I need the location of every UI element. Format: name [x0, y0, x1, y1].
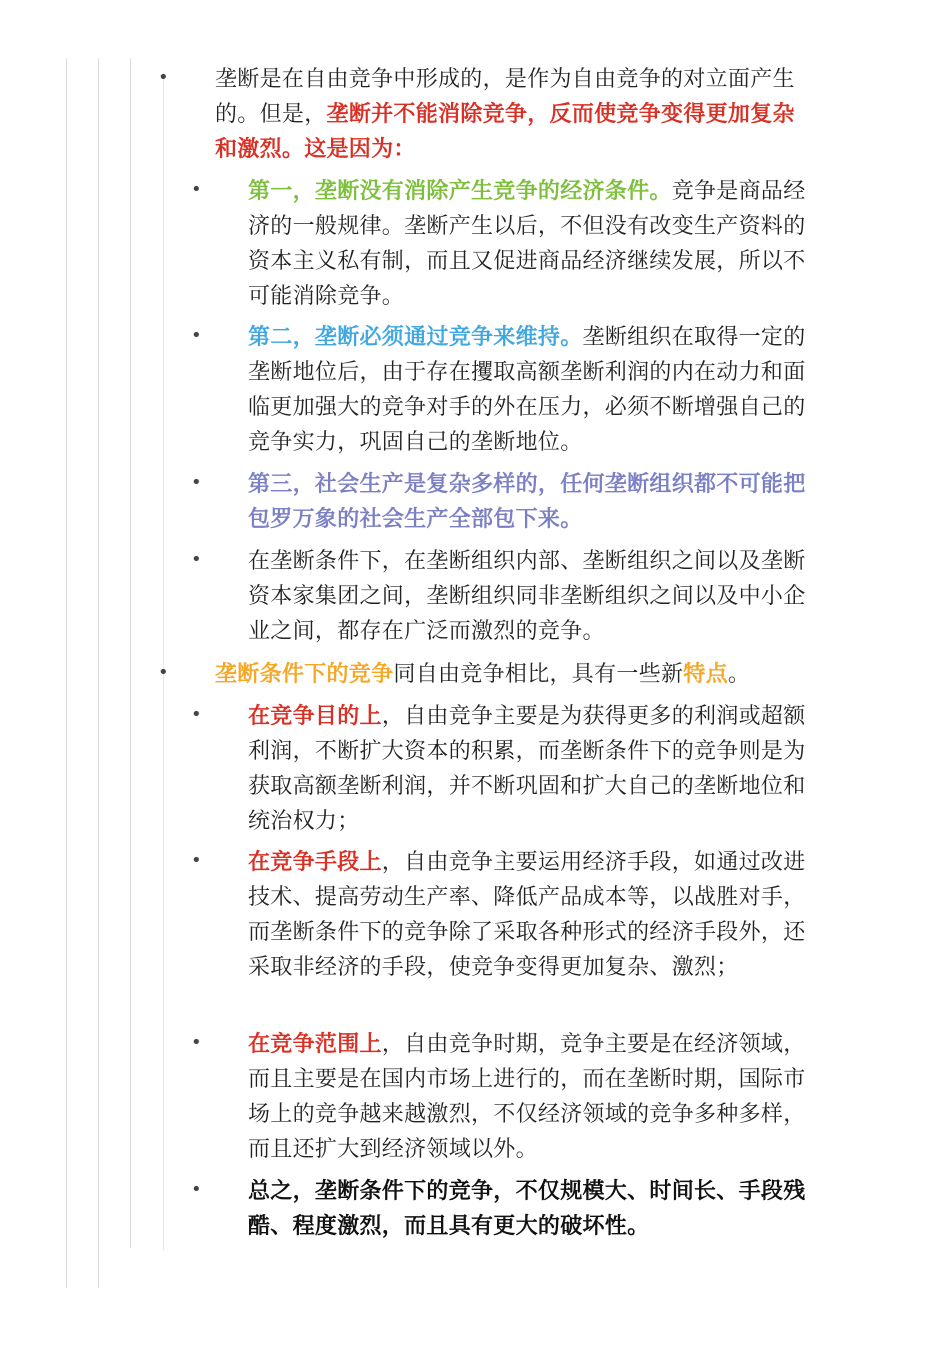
list-item — [248, 1027, 808, 1167]
text: 同自由竞争相比，具有一些新 — [393, 662, 684, 687]
indent-guide — [98, 58, 99, 1288]
bullet-icon: • — [191, 704, 202, 725]
list-item — [248, 544, 808, 649]
text: ，自由竞争时期，竞争主要是在经济领域，而且主要是在国内市场上进行的，而在垄断时期，国际市场上的竞争越来越激烈，不仅经济领域的竞争多种多样，而且还扩大到经济领域以外。 — [248, 1032, 806, 1162]
indent-guide — [66, 58, 67, 1288]
bullet-icon: • — [191, 1179, 202, 1200]
list-item — [248, 845, 808, 985]
highlight-text: 在竞争手段上 — [248, 850, 382, 875]
highlight-text: 第三，社会生产是复杂多样的，任何垄断组织都不可能把包罗万象的社会生产全部包下来。 — [248, 472, 806, 532]
text: 在垄断条件下，在垄断组织内部、垄断组织之间以及垄断资本家集团之间，垄断组织同非垄断组织之间以及中小企业之间，都存在广泛而激烈的竞争。 — [248, 549, 806, 644]
highlight-text: 总之，垄断条件下的竞争，不仅规模大、时间长、手段残酷、程度激烈，而且具有更大的破坏性。 — [248, 1179, 806, 1239]
bullet-icon: • — [191, 850, 202, 871]
highlight-text: 在竞争目的上 — [248, 704, 382, 729]
highlight-text: 第二，垄断必须通过竞争来维持。 — [248, 325, 583, 350]
text: ，自由竞争主要是为获得更多的利润或超额利润，不断扩大资本的积累，而垄断条件下的竞争则是为获取高额垄断利润，并不断巩固和扩大自己的垄断地位和统治权力； — [248, 704, 806, 834]
bullet-icon: • — [191, 325, 202, 346]
bullet-icon: • — [191, 1032, 202, 1053]
list-item — [248, 699, 808, 839]
highlight-text: 在竞争范围上 — [248, 1032, 382, 1057]
text: 垄断组织在取得一定的垄断地位后，由于存在攫取高额垄断利润的内在动力和面临更加强大的竞争对手的外在压力，必须不断增强自己的竞争实力，巩固自己的垄断地位。 — [248, 325, 806, 455]
text: ，自由竞争主要运用经济手段，如通过改进技术、提高劳动生产率、降低产品成本等，以战胜对手，而垄断条件下的竞争除了采取各种形式的经济手段外，还采取非经济的手段，使竞争变得更加复杂、激烈； — [248, 850, 806, 980]
bullet-icon: • — [191, 179, 202, 200]
highlight-text: 特点 — [683, 662, 728, 687]
list-item — [248, 1174, 808, 1244]
list-item — [248, 467, 808, 537]
list-item — [215, 62, 815, 167]
list-item — [248, 320, 808, 460]
bullet-icon: • — [158, 662, 169, 683]
highlight-text: 第一，垄断没有消除产生竞争的经济条件。 — [248, 179, 672, 204]
text: 。 — [727, 662, 751, 687]
list-item — [248, 174, 808, 314]
text: 垄断是在自由竞争中形成的，是作为自由竞争的对立面产生的。但是， — [215, 67, 795, 127]
list-item — [215, 657, 815, 692]
highlight-text: 垄断条件下的竞争 — [215, 662, 394, 687]
bullet-icon: • — [158, 67, 169, 88]
bullet-icon: • — [191, 549, 202, 570]
text: 竞争是商品经济的一般规律。垄断产生以后，不但没有改变生产资料的资本主义私有制，而且又促进商品经济继续发展，所以不可能消除竞争。 — [248, 179, 806, 309]
bullet-icon: • — [191, 472, 202, 493]
indent-guide — [130, 58, 131, 1248]
highlight-text: 垄断并不能消除竞争，反而使竞争变得更加复杂和激烈。这是因为： — [215, 102, 795, 162]
